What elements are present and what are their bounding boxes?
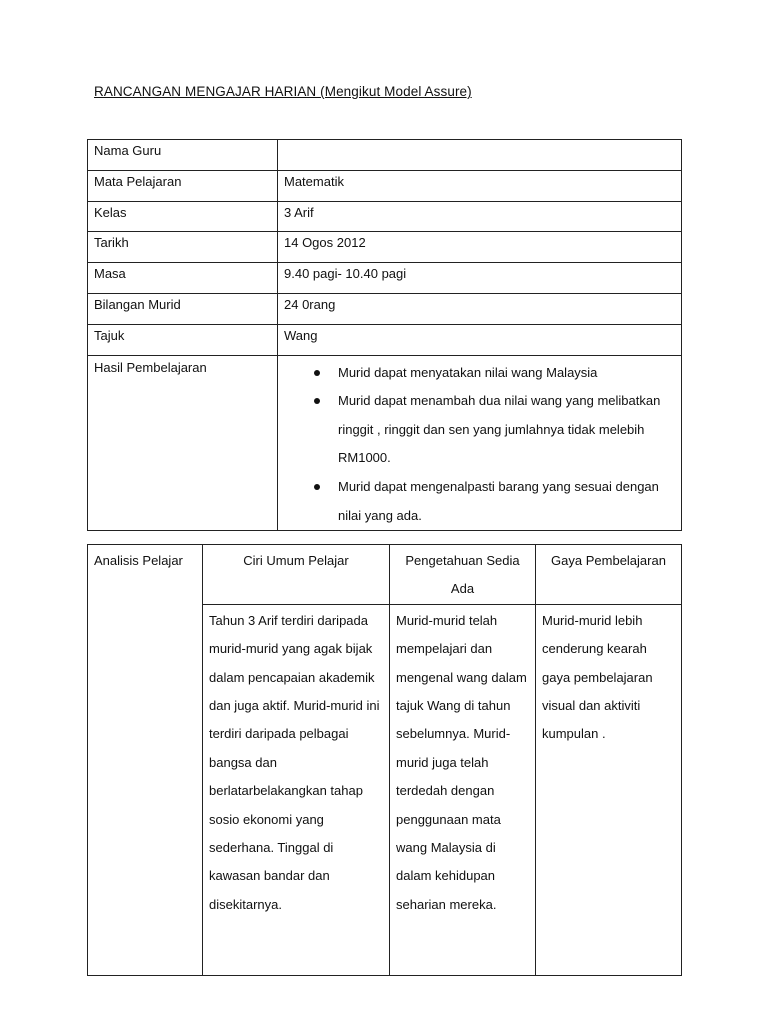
hasil-list bbox=[284, 359, 675, 531]
row-label: Mata Pelajaran bbox=[88, 170, 278, 201]
row-value: Matematik bbox=[278, 170, 682, 201]
analisis-table bbox=[87, 544, 682, 976]
list-item-text: Murid dapat menambah dua nilai wang yang melibatkan ringgit , ringgit dan sen yang jumlahnya tidak melebih RM1000. bbox=[338, 393, 661, 466]
list-item bbox=[338, 387, 667, 473]
table-row-hasil bbox=[88, 355, 682, 531]
header-gaya: Gaya Pembelajaran bbox=[536, 545, 682, 605]
header-pengetahuan: Pengetahuan Sedia Ada bbox=[390, 545, 536, 605]
analisis-label: Analisis Pelajar bbox=[88, 545, 203, 976]
table-row bbox=[88, 170, 682, 201]
row-label: Kelas bbox=[88, 201, 278, 232]
table-row bbox=[88, 232, 682, 263]
bullet-icon bbox=[314, 398, 320, 404]
table-row bbox=[88, 201, 682, 232]
table-row bbox=[88, 324, 682, 355]
list-item-text: Murid dapat mengenalpasti barang yang sesuai dengan nilai yang ada. bbox=[338, 478, 659, 523]
table-row bbox=[88, 293, 682, 324]
bullet-icon bbox=[314, 484, 320, 490]
list-item-text: Murid dapat menyatakan nilai wang Malaysia bbox=[338, 364, 598, 380]
row-value: 3 Arif bbox=[278, 201, 682, 232]
info-table bbox=[87, 139, 682, 531]
row-value bbox=[278, 140, 682, 171]
hasil-label: Hasil Pembelajaran bbox=[88, 355, 278, 531]
row-label: Nama Guru bbox=[88, 140, 278, 171]
list-item bbox=[338, 473, 667, 530]
gaya-cell: Murid-murid lebih cenderung kearah gaya pembelajaran visual dan aktiviti kumpulan . bbox=[536, 604, 682, 975]
pengetahuan-cell: Murid-murid telah mempelajari dan mengenal wang dalam tajuk Wang di tahun sebelumnya. Murid-murid juga telah terdedah dengan penggunaan mata wang Malaysia di dalam kehidupan seharian mereka. bbox=[390, 604, 536, 975]
hasil-value bbox=[278, 355, 682, 531]
table-row bbox=[88, 140, 682, 171]
row-value: 24 0rang bbox=[278, 293, 682, 324]
header-ciri: Ciri Umum Pelajar bbox=[203, 545, 390, 605]
row-label: Tarikh bbox=[88, 232, 278, 263]
row-value: 14 Ogos 2012 bbox=[278, 232, 682, 263]
row-label: Tajuk bbox=[88, 324, 278, 355]
row-value: Wang bbox=[278, 324, 682, 355]
list-item bbox=[338, 359, 667, 388]
table-header-row bbox=[88, 545, 682, 605]
ciri-cell: Tahun 3 Arif terdiri daripada murid-murid yang agak bijak dalam pencapaian akademik dan juga aktif. Murid-murid ini terdiri daripada pelbagai bangsa dan berlatarbelakangkan tahap sosio ekonomi yang sederhana. Tinggal di kawasan bandar dan disekitarnya. bbox=[203, 604, 390, 975]
row-label: Masa bbox=[88, 263, 278, 294]
row-label: Bilangan Murid bbox=[88, 293, 278, 324]
row-value: 9.40 pagi- 10.40 pagi bbox=[278, 263, 682, 294]
bullet-icon bbox=[314, 370, 320, 376]
page-title: RANCANGAN MENGAJAR HARIAN (Mengikut Model Assure) bbox=[94, 84, 472, 99]
table-row bbox=[88, 263, 682, 294]
